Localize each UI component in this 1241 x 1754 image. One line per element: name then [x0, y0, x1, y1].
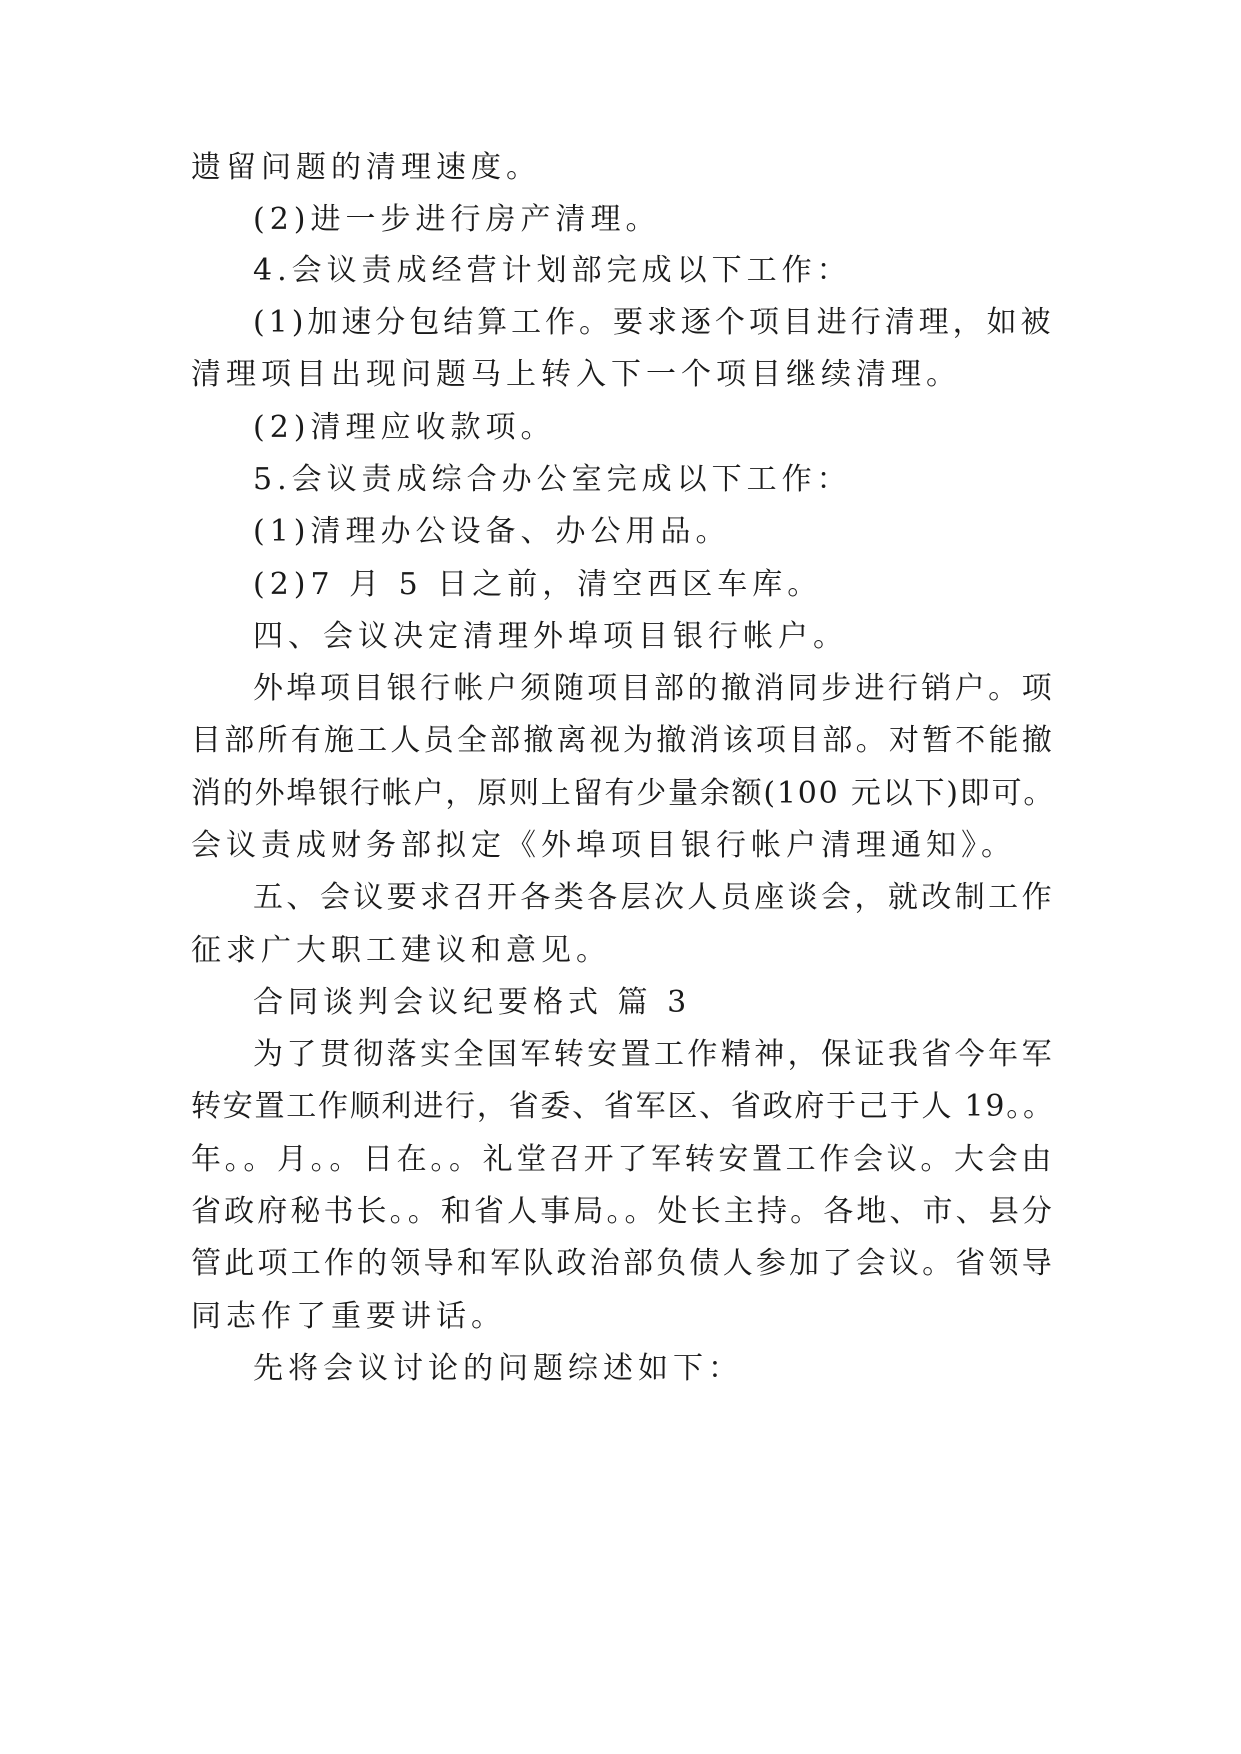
text-line-24: 先将会议讨论的问题综述如下：	[253, 1351, 743, 1386]
text-line-14: 会议责成财务部拟定《外埠项目银行帐户清理通知》。	[191, 828, 1016, 863]
text-line-1: 遗留问题的清理速度。	[191, 150, 541, 185]
text-line-2: (2)进一步进行房产清理。	[253, 202, 661, 237]
text-line-19: 转安置工作顺利进行，省委、省军区、省政府于己于人 19。。	[191, 1089, 1055, 1124]
text-line-4: (1)加速分包结算工作。要求逐个项目进行清理，如被	[253, 305, 1055, 340]
text-line-18: 为了贯彻落实全国军转安置工作精神，保证我省今年军	[253, 1037, 1055, 1072]
text-line-12: 目部所有施工人员全部撤离视为撤消该项目部。对暂不能撤	[191, 723, 1055, 758]
text-line-22: 管此项工作的领导和军队政治部负债人参加了会议。省领导	[191, 1246, 1055, 1281]
text-line-13: 消的外埠银行帐户，原则上留有少量余额(100 元以下)即可。	[191, 776, 1056, 811]
text-line-8: (1)清理办公设备、办公用品。	[253, 514, 731, 549]
text-line-6: (2)清理应收款项。	[253, 410, 556, 445]
text-line-20: 年。。月。。日在。。礼堂召开了军转安置工作会议。大会由	[191, 1142, 1055, 1177]
text-line-9: (2)7 月 5 日之前，清空西区车库。	[253, 567, 823, 602]
text-line-21: 省政府秘书长。。和省人事局。。处长主持。各地、市、县分	[191, 1194, 1055, 1229]
text-line-16: 征求广大职工建议和意见。	[191, 933, 611, 968]
text-line-3: 4.会议责成经营计划部完成以下工作：	[253, 253, 852, 288]
text-line-10: 四、会议决定清理外埠项目银行帐户。	[253, 619, 848, 654]
section-heading: 合同谈判会议纪要格式 篇 3	[253, 985, 692, 1020]
text-line-5: 清理项目出现问题马上转入下一个项目继续清理。	[191, 357, 961, 392]
text-line-7: 5.会议责成综合办公室完成以下工作：	[253, 462, 852, 497]
text-line-15: 五、会议要求召开各类各层次人员座谈会，就改制工作	[253, 880, 1055, 915]
text-line-23: 同志作了重要讲话。	[191, 1299, 506, 1334]
text-line-11: 外埠项目银行帐户须随项目部的撤消同步进行销户。项	[253, 671, 1055, 706]
